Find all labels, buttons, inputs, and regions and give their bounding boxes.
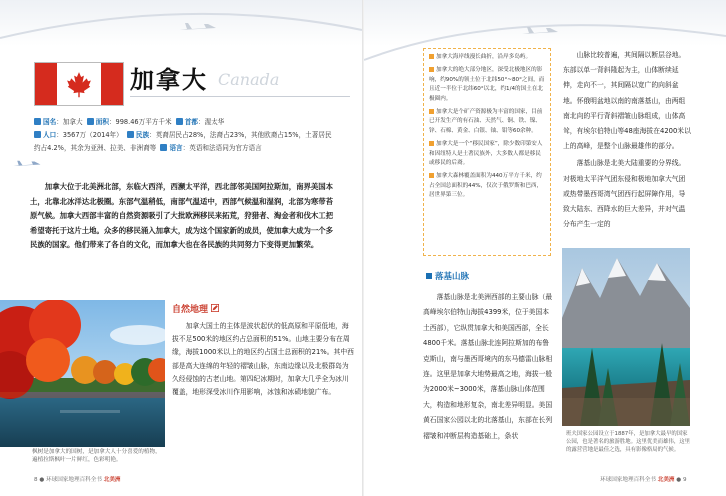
photo-caption: 枫树是加拿大的国树，是加拿大人十分喜爱的植物，遍植拉斯枫叶一片鲜红，色彩明艳。: [32, 449, 161, 463]
maple-forest-photo: [0, 300, 165, 447]
footer-left: 8 ● 环球国家地理百科全书 北美洲: [34, 477, 121, 483]
info-icon: [34, 118, 41, 125]
section-heading-rocky-mountains: 落基山脉: [426, 270, 469, 282]
airplane-icon: [12, 158, 42, 174]
intro-paragraph: 加拿大位于北美洲北部，东临大西洋，西濒太平洋，西北部邻美国阿拉斯加，南界美国本土，北靠北冰洋达北极圈。东部气温稍低，南部气温适中，西部气候温和湿润，北部为寒带苔原气候。加拿大西部丰富的自然资源吸引了大批欧洲移民来拓荒，狩猎者、淘金者和伐木工把希望寄托于这片土地。众多的移民涌入加拿大，成为这个国家新的成员，使加拿大成为一个多民族的国家。他们带来了各自的文化，而加拿大也在各民族的共同努力下变得更加繁荣。: [30, 182, 334, 250]
canada-flag: [34, 62, 124, 106]
bullet-icon: [429, 54, 434, 59]
note-item: 加拿大是一个“移民国家”，除少数印第安人和因纽特人是土著民族外，大多数人都是移民或移民的后裔。: [429, 141, 543, 167]
note-item: 加拿大是个矿产资源极为丰富的国家，目前已开发生产的有石油、天然气、铜、铁、镍、锌、石棉、黄金、白银、铀、钼等60余种。: [429, 109, 543, 134]
area-icon: [87, 118, 94, 125]
bullet-icon: [429, 141, 434, 146]
page-title: 加拿大: [130, 66, 208, 94]
language-icon: [160, 144, 167, 151]
right-column-text: [563, 48, 691, 234]
capital-icon: [176, 118, 183, 125]
square-bullet-icon: [426, 273, 432, 279]
geography-paragraph: 加拿大国土的主体是波状起伏的低高原和平原低地，海拔不足500米的地区约占总面积的51%。山地主要分布在周缘，海拔1000米以上的地区约占国土总面积的21%。其中西部是高大连绵的年轻的褶皱山脉，东南边缘以及北极群岛为久经侵蚀的古老山地。第四纪冰期时，加拿大几乎全为冰川覆盖，地形深受冰川作用影响，冰蚀和冰碛地貌广布。: [172, 322, 354, 397]
maple-leaf-icon: [65, 70, 93, 98]
country-facts: [34, 116, 334, 155]
fact-area: 面积：998.46万平方千米: [87, 118, 172, 126]
section-heading-geography: 自然地理: [172, 302, 219, 315]
footer-right: 环球国家地理百科全书 北美洲 ● 9: [600, 477, 687, 483]
photo-caption: 班夫国家公园设立于1887年，是加拿大最早的国家公园，也是著名的旅游胜地。这里优美而雄伟，这里的露营营地是最佳之选，具有影像格局的气候。: [566, 431, 690, 453]
paragraph: 山脉比较普遍，其间隔以断层谷地。东部以单一背斜隆起为主，山体断续延伸，走向不一，其间隔以宽广的向斜盆地。怀俄明盆地以南的南落基山，由两组南北向的平行背斜褶皱山脉组成，山体高耸，有埃尔伯特山等48座海拔在4200米以上的高峰，是整个山脉最雄伟的部分。: [563, 51, 691, 151]
note-item: 加拿大的绝大部分地区，深受北极地区的影响，约90%的领土位于北纬50°~80°之间，而且近一半位于北纬60°以北，约1/4的国土在北极圈内。: [429, 67, 545, 102]
page-title-english: Canada: [218, 70, 280, 89]
page-gutter: [362, 0, 364, 496]
bullet-icon: [429, 109, 434, 114]
notes-box: [423, 48, 551, 256]
fact-capital: 首都：渥太华: [176, 118, 225, 126]
fact-language: 语言：英语和法语同为官方语言: [160, 144, 261, 152]
rocky-mountains-paragraph: 落基山脉是北美洲西部的主要山脉（最高峰埃尔伯特山海拔4399米，位于美国本土西部），它纵贯加拿大和美国西部，全长4800千米。落基山脉北连阿拉斯加的布鲁克斯山，南与墨西哥境内的东马德雷山脉相连。这里是加拿大地势最高之地，海拔一般为2000米~3000米，落基山脉山体范围大，构造和地形复杂，南北差异明显。美国黄石国家公园以北的北落基山，东部在长列褶皱和冲断层构造基础上，条状: [423, 293, 553, 440]
fact-ethnicity: 民族：英裔居民占28%，法裔占23%，其他欧裔占15%，土著居民约占4.2%，其余为亚洲、拉美、非洲裔等: [34, 131, 332, 152]
note-item: 加拿大森林覆盖面积为440万平方千米，约占全国总面积的44%，仅次于俄罗斯和巴西，居世界第三位。: [429, 173, 543, 199]
bullet-icon: [429, 173, 434, 178]
population-icon: [34, 131, 41, 138]
fact-country-name: 国名：加拿大: [34, 118, 83, 126]
note-item: 加拿大海岸线漫长曲折，沿岸多岛屿。: [429, 53, 545, 62]
bullet-icon: [429, 67, 434, 72]
paragraph: 落基山脉是北美大陆重要的分界线。对极地太平洋气团东侵和极地加拿大气团或热带墨西哥湾气团西行起屏障作用，导致大陆东、西降水的巨大差异，并对气温分布产生一定的: [563, 159, 686, 229]
banff-park-photo: [562, 248, 690, 426]
ethnicity-icon: [127, 131, 134, 138]
title-divider: [130, 96, 350, 97]
pencil-icon: [211, 304, 219, 312]
fact-population: 人口：3567万（2014年）: [34, 131, 123, 139]
